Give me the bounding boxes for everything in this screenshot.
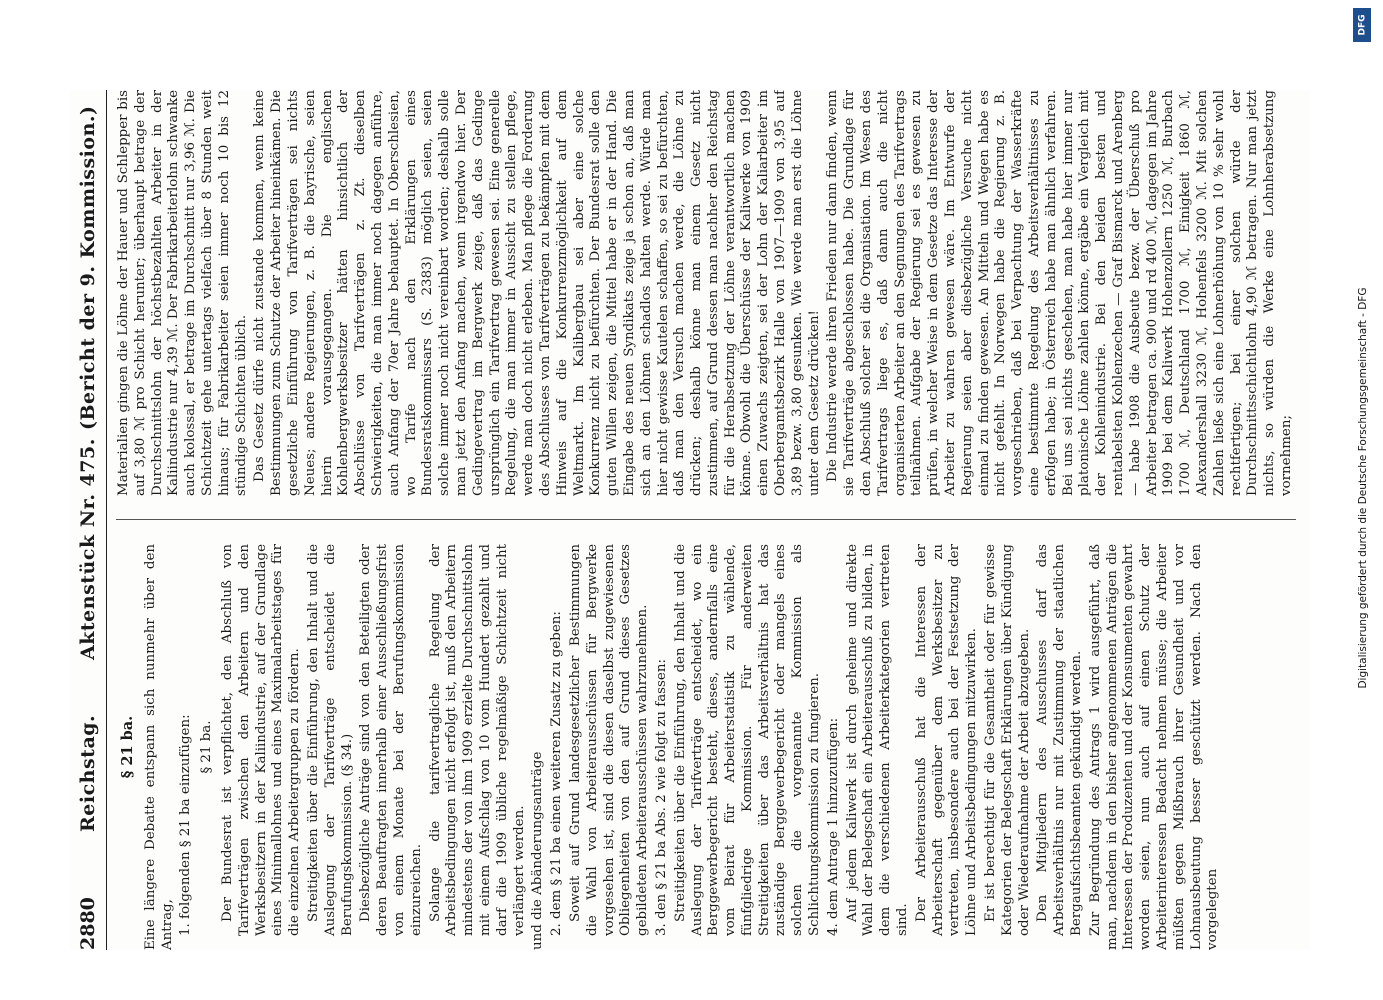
header-middle-title: Aktenstück Nr. 475. [77, 438, 99, 660]
dfg-credit: Digitalisierung gefördert durch die Deutsche Forschungsgemeinschaft - DFG [1357, 287, 1369, 689]
page-number: 2880 [77, 897, 99, 950]
paragraph: Diesbezügliche Anträge sind von den Beteiligten oder deren Beauftragten innerhalb einer Ausschließungsfrist von einem Monate bei der Berufungskommission einzureichen. [358, 544, 424, 936]
subsection-heading: § 21 ba. [199, 720, 215, 774]
section-heading: § 21 ba. [119, 715, 136, 779]
paragraph: Zur Begründung des Antrags 1 wird ausgeführt, daß man, nachdem in den bisher angenommenen Anträgen die Interessen der Produzenten und der Konsumenten gewahrt worden seien, nun auch auf einen Schutz der Arbeiterinteressen Bedacht nehmen müsse; die Arbeiter müßten gegen Mißbrauch ihrer Gesundheit und vor Lohnausbeutung besser geschützt werden. Nach den vorgelegten [1087, 544, 1221, 950]
paragraph: Die Industrie werde ihren Frieden nur dann finden, wenn sie Tarifverträge abgeschlossen habe. Die Grundlage für den Abschluß solcher sei die Organisation. Im Wesen des Tarifvertrags liege es, daß dann auch die nicht organisierten Arbeiter an den Segnungen des Tarifvertrags teilnähmen. Aufgabe der Regierung sei es gewesen zu prüfen, in welcher Weise in dem Gesetze das Interesse der Arbeiter zu wahren gewesen wäre. Im Entwurfe der Regierung seien aber diesbezügliche Versuche nicht einmal zu finden gewesen. An Mitteln und Wegen habe es nicht gefehlt. In Norwegen habe die Regierung z. B. vorgeschrieben, daß bei Verpachtung der Wasserkräfte eine bestimmte Regelung des Arbeitsverhältnisses zu erfolgen habe; in Österreich habe man ähnlich verfahren. Bei uns sei nichts geschehen, man habe hier immer nur platonische Löhne zahlen könne, ergäbe ein Vergleich mit der Kohlenindustrie. Bei den beiden besten und rentabelsten Kohlenzechen — Graf Bismarck und Arenberg — habe 1908 die Ausbeute bezw. der Überschuß pro Arbeiter betragen ca. 900 und rd 400 ℳ, dagegen im Jahre 1909 bei dem Kaliwerk Hohenzollern 1250 ℳ, Burbach 1700 ℳ, Deutschland 1700 ℳ, Einigkeit 1860 ℳ, Alexandershall 3230 ℳ, Hohenfels 3200 ℳ. Mit solchen Zahlen ließe sich eine Lohnerhöhung von 10 % sehr wohl rechtfertigen; bei einer solchen würde der Durchschnittsschichtlohn 4,90 ℳ betragen. Nur man jetzt nichts, so würden die Werke eine Lohnherabsetzung vornehmen; [825, 90, 1294, 496]
paragraph: Streitigkeiten über die Einführung, den Inhalt und die Auslegung der Tarifverträge entscheidet die Berufungskommission. (§ 34.) [305, 544, 355, 936]
paragraph: Der Arbeiterausschuß hat die Interessen der Arbeiterschaft gegenüber dem Werksbesitzer zu vertreten, insbesondere auch bei der Festsetzung der Löhne und Arbeitsbedingungen mitzuwirken. [913, 544, 980, 936]
right-column [116, 90, 1306, 496]
paragraph: Solange die tarifvertragliche Regelung der Arbeitsbedingungen nicht erfolgt ist, muß den Arbeitern mindestens der von ihm 1909 erzielte Durchschnittslohn mit einem Aufschlag von 10 vom Hundert gezahlt und darf die 1909 übliche regelmäßige Schichtzeit nicht verlängert werden. [427, 544, 527, 936]
paragraph: Er ist berechtigt für die Gesamtheit oder für gewisse Kategorien der Belegschaft Erklärungen über Kündigung oder Wiederaufnahme der Arbeit abzugeben. [983, 544, 1032, 936]
paragraph: Auf jedem Kaliwerk ist durch geheime und direkte Wahl der Belegschaft ein Arbeiterausschuß zu bilden, in dem die verschiedenen Arbeiterkategorien vertreten sind. [844, 544, 911, 936]
paragraph: Streitigkeiten über die Einführung, den Inhalt und die Auslegung der Tarifverträge entscheidet, wo ein Berggewerbegericht besteht, dieses, andernfalls eine vom Beirat für Arbeiterstatistik zu wählende, fünfgliedrige Kommission. Für anderweiten Streitigkeiten über das Arbeitsverhältnis hat das zuständige Berggewerbegericht oder mangels eines solchen die vorgenannte Kommission als Schlichtungskommission zu fungieren. [672, 544, 823, 936]
header-right-title: (Bericht der 9. Kommission.) [77, 105, 99, 430]
paragraph: Der Bundesrat ist verpflichtet, den Abschluß von Tarifverträgen zwischen den Arbeitern und den Werksbesitzern in der Kaliindustrie, auf der Grundlage eines Minimallohnes und eines Maximalarbeitstages für die einzelnen Arbeitergruppen zu fördern. [219, 544, 303, 936]
document-page [70, 90, 1310, 950]
header-rule [106, 90, 107, 950]
column-divider [116, 519, 1296, 520]
left-column [116, 544, 1306, 950]
paragraph: Den Mitgliedern des Ausschusses darf das Arbeitsverhältnis nur mit Zustimmung der staatlichen Bergaufsichtsbeamten gekündigt werden. [1035, 544, 1085, 936]
paragraph: 4. dem Antrage 1 hinzuzufügen: [825, 717, 841, 936]
paragraph: 2. dem § 21 ba einen weiteren Zusatz zu geben: [549, 611, 565, 936]
header-left-title: Reichstag. [77, 714, 99, 832]
paragraph: 1. folgenden § 21 ba einzufügen: [178, 714, 194, 936]
page-header [70, 90, 106, 950]
paragraph: Das Gesetz dürfe nicht zustande kommen, wenn keine Bestimmungen zum Schutze der Arbeiter hineinkämen. Die gesetzliche Einführung von Tarifverträgen sei nichts Neues; andere Regierungen, z. B. die bayrische, seien hierin vorausgegangen. Die englischen Kohlenbergwerksbesitzer hätten hinsichtlich der Abschlüsse von Tarifverträgen z. Zt. dieselben Schwierigkeiten, die man immer noch dagegen anführe, auch Anfang der 70er Jahre behauptet. In Oberschlesien, wo Tarife nach den Erklärungen eines Bundesratskommissars (S. 2383) möglich seien, seien solche immer noch nicht vereinbart worden; deshalb solle man jetzt den Anfang machen, wenn irgendwo hier. Der Gedingevertrag im Bergwerk zeige, daß das Gedinge ursprünglich ein Tarifvertrag gewesen sei. Eine generelle Regelung, die man immer in Aussicht zu stellen pflege, werde man doch nicht erleben. Man pflege die Forderung des Abschlusses von Tarifverträgen zu bekämpfen mit dem Hinweis auf die Konkurrenzmöglichkeit auf dem Weltmarkt. Im Kalibergbau sei aber eine solche Konkurrenz nicht zu befürchten. Der Bundesrat solle den guten Willen zeigen, die Mittel habe er in der Hand. Die Eingabe des neuen Syndikats zeige ja schon an, daß man sich an den Löhnen schadlos halten werde. Würde man hier nicht gewisse Kautelen schaffen, so sei zu befürchten, daß man den Versuch machen werde, die Löhne zu drücken; deshalb könne man einem Gesetz nicht zustimmen, auf Grund dessen man nachher den Reichstag für die Herabsetzung der Löhne verantwortlich machen könne. Obwohl die Überschüsse der Kaliwerke von 1909 einen Zuwachs zeigten, sei der Lohn der Kaliarbeiter im Oberbergamtsbezirk Halle von 1907—1909 von 3,95 auf 3,89 bezw. 3,80 gesunken. Wie werde man erst die Löhne unter dem Gesetz drücken! [252, 90, 822, 496]
paragraph: 3. den § 21 ba Abs. 2 wie folgt zu fassen: [653, 659, 669, 936]
paragraph: Soweit auf Grund landesgesetzlicher Bestimmungen die Wahl von Arbeiterausschüssen für Bergwerke vorgesehen ist, sind die diesen daselbst zugewiesenen Obliegenheiten von den auf Grund dieses Gesetzes gebildeten Arbeiterausschüssen wahrzunehmen. [567, 544, 651, 936]
paragraph: Materialien gingen die Löhne der Hauer und Schlepper bis auf 3,80 ℳ pro Schicht herunter; überhaupt betrage der Durchschnittslohn der höchstbezahlten Arbeiter in der Kaliindustrie nur 4,39 ℳ. Der Fabrikarbeiterlohn schwanke auch kolossal, er betrage im Durchschnitt nur 3,96 ℳ. Die Schichtzeit gehe untertags vielfach über 8 Stunden weit hinaus; für Fabrikarbeiter seien immer noch 10 bis 12 stündige Schichten üblich. [116, 90, 249, 496]
digitization-sidebar [1352, 8, 1374, 948]
paragraph: und die Abänderungsanträge [530, 751, 546, 950]
dfg-logo: DFG [1353, 8, 1371, 42]
paragraph: Eine längere Debatte entspann sich nunmehr über den Antrag, [142, 544, 175, 950]
